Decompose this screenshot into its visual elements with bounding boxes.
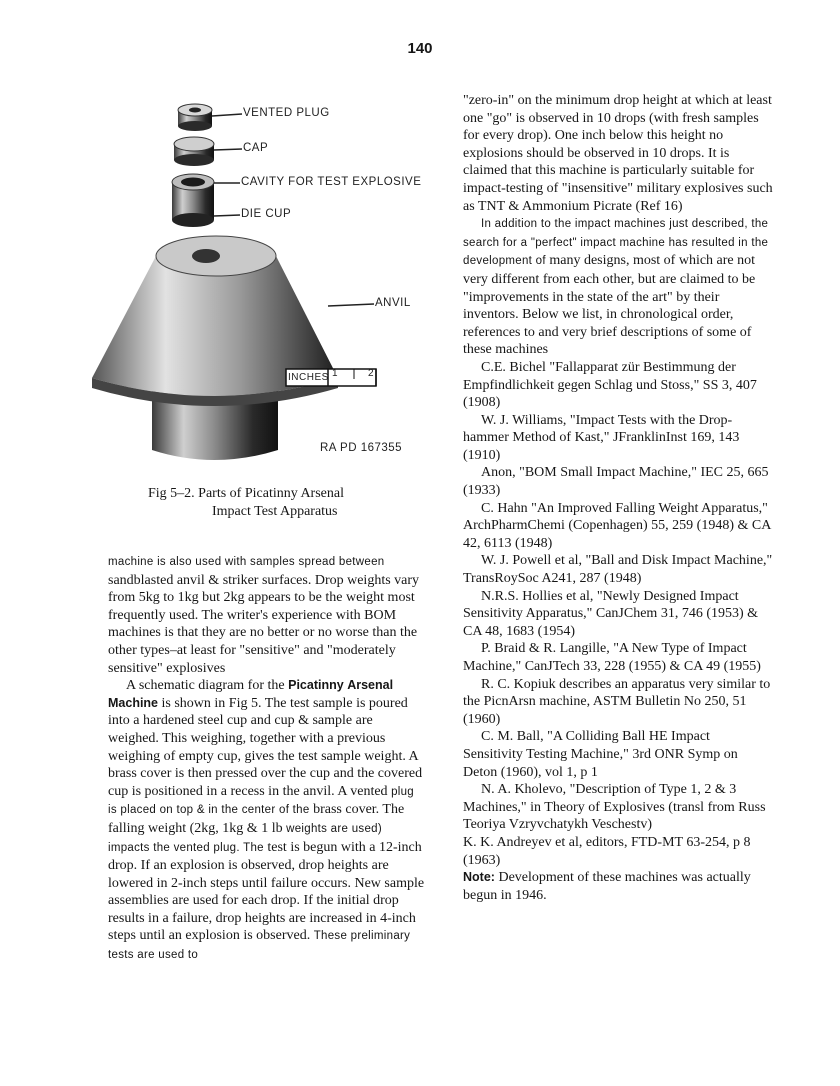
note-label: Note: (463, 870, 495, 885)
anvil-part (92, 236, 338, 460)
reference-item: W. J. Powell et al, "Ball and Disk Impact Machine," TransRoySoc A241, 287 (1948) (463, 553, 773, 587)
reference-item: W. J. Williams, "Impact Tests with the Drop-hammer Method of Kast," JFranklinInst 169, 143 (1910) (463, 412, 740, 463)
reference-item: C. Hahn "An Improved Falling Weight Apparatus," ArchPharmChemi (Copenhagen) 55, 259 (1948) & CA 42, 6113 (1948) (463, 500, 771, 551)
die-cup-label: DIE CUP (241, 208, 292, 220)
cavity-label: CAVITY FOR TEST EXPLOSIVE (241, 176, 422, 188)
figure-caption-line2: Impact Test Apparatus (212, 504, 338, 519)
scale-2-label: 2 (368, 368, 375, 379)
right-paragraph-1: "zero-in" on the minimum drop height at which at least one "go" is observed in 10 drops (with fresh samples for every drop). One inch below this height no explosions should be observed in 10 drops. It is claimed that this machine is particularly suitable for impact-testing of "insensitive" military explosives such as TNT & Ammonium Picrate (Ref 16) (463, 93, 773, 214)
reference-item: P. Braid & R. Langille, "A New Type of Impact Machine," CanJTech 33, 228 (1955) & CA 49 (1955) (463, 641, 761, 674)
left-paragraph-1 (108, 553, 426, 677)
left-p2-bold1: Picatinny (288, 678, 344, 693)
reference-item: N. A. Kholevo, "Description of Type 1, 2 & 3 Machines," in Theory of Explosives (transl from Russ Teoriya Vzryvchatykh Veschestv) (463, 782, 766, 833)
right-p2-rest: many designs, most of which are not very different from each other, but are claimed to be "improvements in the state of the art" by their inventors. Below we list, in chronological order, references to and very brief descriptions of some of these machines (463, 253, 756, 358)
figure-caption-line1: Fig 5–2. Parts of Picatinny Arsenal (148, 486, 344, 501)
right-paragraph-2 (463, 215, 773, 359)
note-text: Development of these machines was actually begun in 1946. (463, 870, 751, 903)
left-p2-a: A schematic diagram for the (126, 678, 285, 694)
apparatus-photo (90, 88, 450, 478)
die-cup-part (172, 174, 214, 227)
scale-units-label: INCHES (288, 372, 329, 383)
reference-item: C.E. Bichel "Fallapparat zür Bestimmung der Empfindlichkeit gegen Schlag und Stoss," SS 3, 407 (1908) (463, 359, 757, 411)
reference-item: C. M. Ball, "A Colliding Ball HE Impact Sensitivity Testing Machine," 3rd ONR Symp on Deton (1960), vol 1, p 1 (463, 729, 738, 780)
left-p2-end: test is begun with a 12-inch drop. If an explosion is observed, drop heights are lowered in 2-inch steps until failure occurs. New sample assemblies are used for each drop. If the initial drop results in a failure, drop heights are increased in 4-inch steps until an explosion is observed. (108, 839, 425, 944)
reference-item: Anon, "BOM Small Impact Machine," IEC 25, 665 (1933) (463, 465, 769, 499)
left-p2-bold2: Arsenal Machine (108, 678, 394, 710)
left-p2-mid: brass cover. The falling weight (2kg, 1kg & 1 lb (108, 802, 405, 836)
page-number: 140 (407, 40, 433, 57)
left-column (108, 553, 426, 965)
left-p2-b: is shown in Fig 5. The test (161, 695, 310, 711)
left-p1-small: machine is also used with samples spread between (108, 556, 385, 568)
left-p2-rest: sample is poured into a hardened steel cup and cup & sample are weighed. This weighing, together with a previous weighing of empty cup, gives the test sample weight. A brass cover is then pressed over the cup and the covered cup is positioned in a recess in the anvil. A vented (108, 695, 423, 799)
left-p2-small2: weights are used) impacts the vented plug. The (108, 822, 382, 854)
vented-plug-label: VENTED PLUG (243, 107, 330, 119)
apparatus-figure (90, 88, 450, 478)
left-p2-small3: These preliminary tests are used to (108, 930, 411, 962)
right-column (463, 92, 773, 904)
note-paragraph (463, 869, 773, 904)
left-p2-small1: plug is placed on top & in the center of the (108, 785, 415, 817)
cap-label: CAP (243, 142, 269, 154)
photo-id-label: RA PD 167355 (320, 442, 403, 454)
left-paragraph-2 (108, 677, 426, 965)
scale-1-label: 1 (332, 368, 339, 379)
reference-item: N.R.S. Hollies et al, "Newly Designed Impact Sensitivity Apparatus," CanJChem 31, 746 (1953) & CA 48, 1683 (1954) (463, 588, 759, 639)
left-p1-rest: sandblasted anvil & striker surfaces. Drop weights vary from 5kg to 1kg but 2kg appears to be the weight most frequently used. The writer's experience with BOM machines is that they are no better or no worse than the other types–at least for "sensitive" and "moderately sensitive" explosives (108, 572, 420, 676)
reference-item: R. C. Kopiuk describes an apparatus very similar to the PicnArsn machine, ASTM Bulletin No 250, 51 (1960) (463, 676, 771, 727)
cap-part (174, 137, 214, 166)
anvil-label: ANVIL (375, 297, 411, 309)
reference-item: K. K. Andreyev et al, editors, FTD-MT 63-254, p 8 (1963) (463, 834, 751, 868)
right-p2-small: In addition to the impact machines just described, the search for a "perfect" impact machine has resulted in the development of (463, 218, 769, 268)
vented-plug-part (178, 104, 212, 131)
